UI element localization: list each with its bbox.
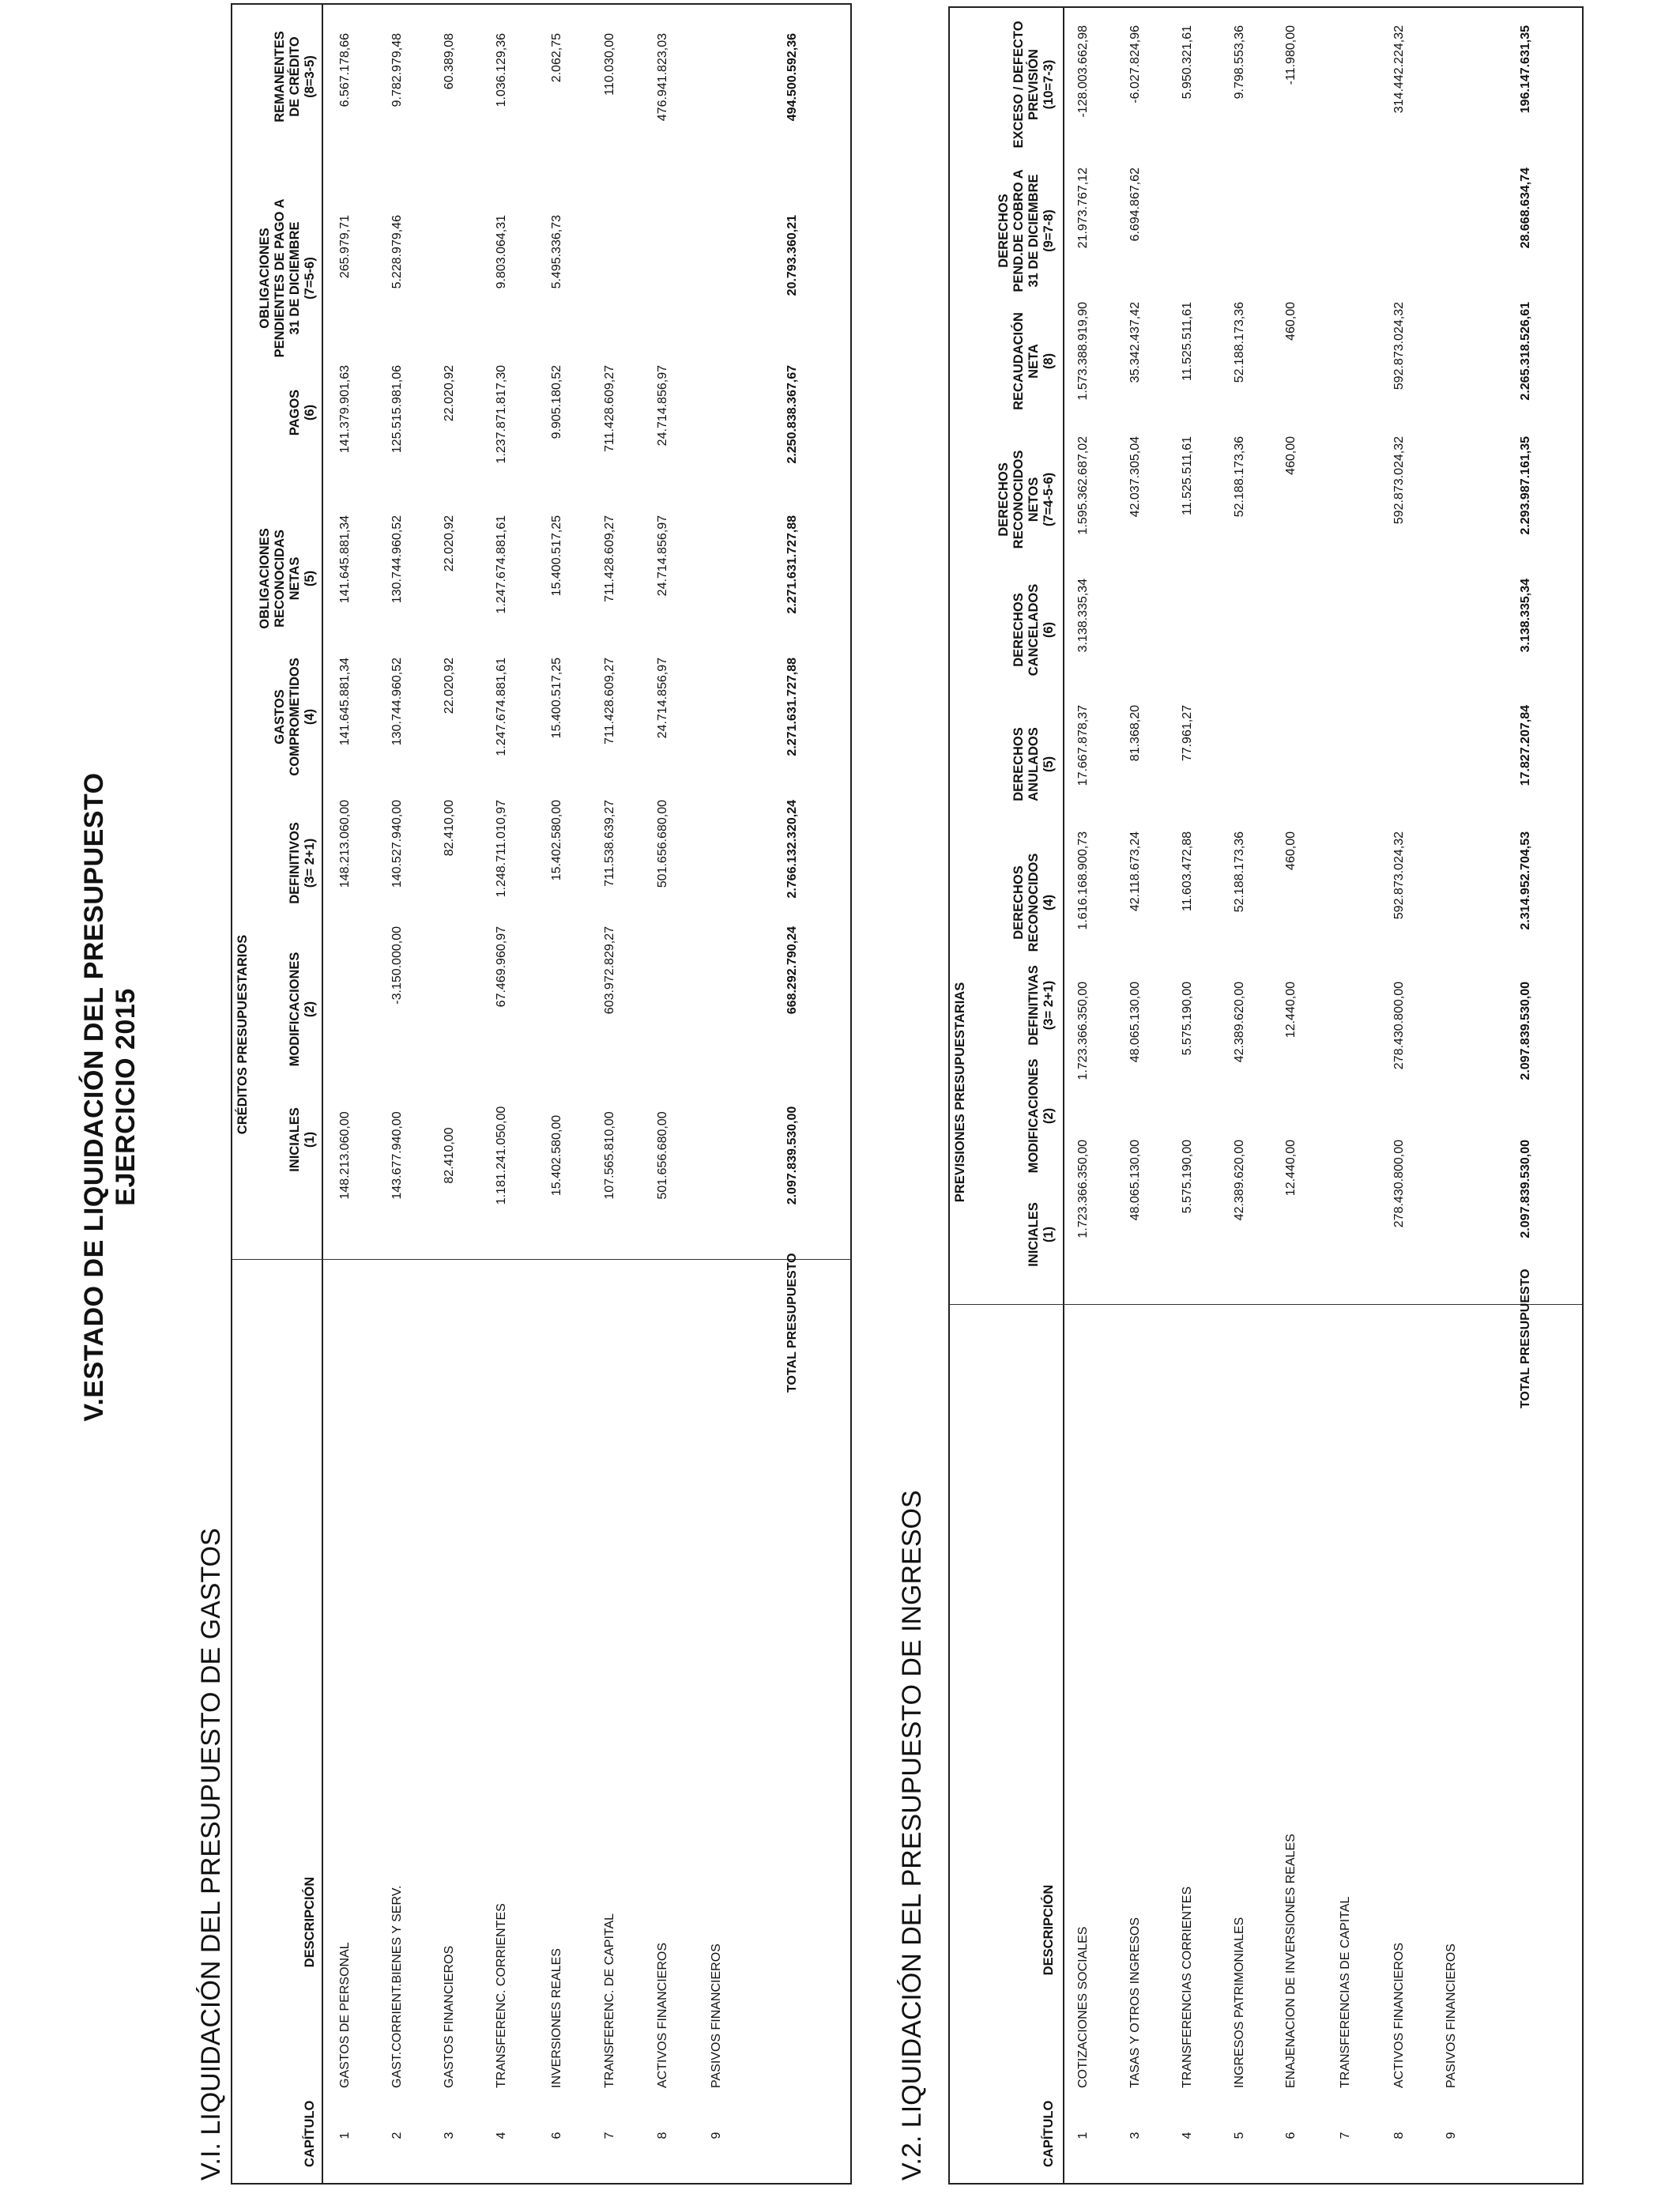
table-row xyxy=(1233,8,1249,2183)
gastos-cell-c3: 711.538.639,27 xyxy=(603,800,616,888)
table-row xyxy=(550,5,566,2183)
ingresos-header-recaudacion-line: (8) xyxy=(1042,352,1056,370)
ingresos-total-c4: 2.314.952.704,53 xyxy=(1519,831,1532,930)
ingresos-cell-cap: 1 xyxy=(1076,2132,1090,2139)
gastos-cell-c4: 141.645.881,34 xyxy=(338,658,352,746)
gastos-total-c5: 2.271.631.727,88 xyxy=(785,515,799,614)
gastos-cell-c3: 1.248.711.010,97 xyxy=(495,800,508,898)
gastos-cell-c3: 140.527.940,00 xyxy=(390,800,404,888)
ingresos-header-reconocidos xyxy=(1011,851,1057,954)
ingresos-cell-c7: 52.188.173,36 xyxy=(1233,436,1246,518)
gastos-cell-c2: 603.972.829,27 xyxy=(603,926,616,1015)
ingresos-cell-c10: 9.798.553,36 xyxy=(1233,25,1246,100)
ingresos-total-row xyxy=(1519,8,1535,2183)
gastos-total-c3: 2.766.132.320,24 xyxy=(785,800,799,899)
ingresos-cell-c4: 460,00 xyxy=(1284,831,1298,870)
gastos-cell-cap: 6 xyxy=(550,2132,563,2139)
ingresos-header-netos-line: (7=4-5-6) xyxy=(1042,472,1056,527)
gastos-header-remanentes-line: (8=3-5) xyxy=(303,55,317,98)
gastos-cell-c5: 22.020,92 xyxy=(443,515,456,572)
ingresos-header-netos-line: DERECHOS xyxy=(996,462,1011,537)
gastos-total-c2: 668.292.790,24 xyxy=(785,926,799,1015)
ingresos-header-iniciales-line: INICIALES xyxy=(1026,1202,1041,1267)
table-row xyxy=(1339,8,1354,2183)
gastos-cell-c6: 9.905.180,52 xyxy=(550,365,563,439)
ingresos-cell-desc: TRANSFERENCIAS CORRIENTES xyxy=(1181,1886,1194,2088)
ingresos-cell-c6: 3.138.335,34 xyxy=(1076,579,1090,653)
ingresos-cell-c3: 42.389.620,00 xyxy=(1233,982,1246,1063)
gastos-header-definitivos xyxy=(288,812,318,914)
gastos-cell-desc: GASTOS DE PERSONAL xyxy=(338,1942,352,2088)
ingresos-cell-c5: 17.667.878,37 xyxy=(1076,705,1090,786)
ingresos-cell-c5: 81.368,20 xyxy=(1128,705,1142,762)
gastos-cell-cap: 9 xyxy=(710,2132,723,2139)
ingresos-header-definitivas-line: DEFINITIVAS xyxy=(1026,965,1041,1046)
ingresos-header-anulados-line: DERECHOS xyxy=(1011,727,1026,801)
gastos-cell-c6: 711.428.609,27 xyxy=(603,365,616,453)
gastos-header-pagos xyxy=(288,381,318,444)
ingresos-cell-desc: PASIVOS FINANCIEROS xyxy=(1445,1943,1458,2088)
ingresos-header-pendientes-line: 31 DE DICIEMBRE xyxy=(1026,174,1041,288)
gastos-total-label: TOTAL PRESUPUESTO xyxy=(785,1253,799,1393)
document-subtitle: EJERCICIO 2015 xyxy=(111,988,141,1206)
ingresos-cell-c8: 1.573.388.919,90 xyxy=(1076,302,1090,401)
gastos-cell-c2: -3.150.000,00 xyxy=(390,926,404,1005)
ingresos-header-definitivas-line: (3= 2+1) xyxy=(1042,980,1056,1031)
ingresos-cell-c7: 460,00 xyxy=(1284,436,1298,475)
gastos-header-comprometidos-line: (4) xyxy=(303,708,317,726)
table-row xyxy=(1284,8,1300,2183)
gastos-header-iniciales-line: (1) xyxy=(303,1131,317,1148)
ingresos-total-c3: 2.097.839.530,00 xyxy=(1519,982,1532,1080)
gastos-header-modificaciones-line: (2) xyxy=(303,1001,317,1018)
table-row xyxy=(603,5,619,2183)
ingresos-header-cancelados-line: DERECHOS xyxy=(1011,593,1026,667)
gastos-cell-desc: TRANSFERENC. CORRIENTES xyxy=(495,1903,508,2088)
gastos-header-pagos-line: PAGOS xyxy=(288,389,302,436)
ingresos-table xyxy=(948,6,1584,2185)
gastos-cell-c4: 711.428.609,27 xyxy=(603,658,616,745)
gastos-cell-c6: 141.379.901,63 xyxy=(338,365,352,454)
table-row xyxy=(1128,8,1144,2183)
gastos-cell-c8: 110.030,00 xyxy=(603,33,616,96)
ingresos-cell-c10: -128.003.662,98 xyxy=(1076,25,1090,118)
ingresos-header-capitulo-line: CAPÍTULO xyxy=(1042,2100,1056,2167)
ingresos-header-recaudacion-line: NETA xyxy=(1026,344,1041,379)
ingresos-header-descripcion-line: DESCRIPCIÓN xyxy=(1042,1884,1056,1976)
ingresos-header-anulados-line: (5) xyxy=(1042,756,1056,773)
ingresos-cell-c5: 77.961,27 xyxy=(1181,705,1194,762)
ingresos-cell-c4: 42.118.673,24 xyxy=(1128,831,1142,912)
gastos-cell-c8: 6.567.178,66 xyxy=(338,33,352,107)
ingresos-cell-desc: ENAJENACION DE INVERSIONES REALES xyxy=(1284,1834,1298,2088)
gastos-cell-c4: 1.247.674.881,61 xyxy=(495,658,508,756)
ingresos-header-cancelados xyxy=(1011,579,1057,681)
gastos-cell-c4: 15.400.517,25 xyxy=(550,658,563,739)
gastos-section-title: V.I. LIQUIDACIÓN DEL PRESUPUESTO DE GASTOS xyxy=(196,1528,226,2181)
ingresos-cell-c9: 6.694.867,62 xyxy=(1128,168,1142,242)
ingresos-header-recaudacion-line: RECAUDACIÓN xyxy=(1011,312,1026,410)
gastos-header-iniciales-line: INICIALES xyxy=(288,1107,302,1172)
ingresos-total-label: TOTAL PRESUPUESTO xyxy=(1519,1269,1532,1408)
ingresos-header-exceso-line: EXCESO / DEFECTO xyxy=(1011,21,1026,149)
ingresos-total-c10: 196.147.631,35 xyxy=(1519,25,1532,114)
gastos-cell-c3: 15.402.580,00 xyxy=(550,800,563,881)
table-row xyxy=(1181,8,1196,2183)
gastos-cell-c5: 1.247.674.881,61 xyxy=(495,515,508,614)
gastos-cell-c1: 82.410,00 xyxy=(443,1127,456,1184)
ingresos-cell-c1: 48.065.130,00 xyxy=(1128,1140,1142,1221)
ingresos-header-netos-line: RECONOCIDOS xyxy=(1011,450,1026,549)
gastos-header-rule xyxy=(322,5,323,2183)
ingresos-cell-c3: 12.440,00 xyxy=(1284,982,1298,1039)
gastos-total-c4: 2.271.631.727,88 xyxy=(785,658,799,756)
gastos-cell-cap: 4 xyxy=(495,2132,508,2139)
ingresos-total-c9: 28.668.634,74 xyxy=(1519,168,1532,249)
gastos-column-divider xyxy=(232,1259,850,1260)
ingresos-header-modificaciones-line: MODIFICACIONES xyxy=(1026,1058,1041,1174)
gastos-total-row xyxy=(785,5,801,2183)
gastos-total-c1: 2.097.839.530,00 xyxy=(785,1106,799,1205)
ingresos-cell-c7: 1.595.362.687,02 xyxy=(1076,436,1090,535)
ingresos-cell-c10: -6.027.824,96 xyxy=(1128,25,1142,104)
gastos-header-remanentes-line: DE CRÉDITO xyxy=(288,36,302,117)
ingresos-cell-c10: 5.950.321,61 xyxy=(1181,25,1194,100)
ingresos-header-pendientes xyxy=(996,160,1057,302)
ingresos-cell-c8: 460,00 xyxy=(1284,302,1298,341)
table-row xyxy=(338,5,354,2183)
ingresos-cell-cap: 3 xyxy=(1128,2132,1142,2139)
gastos-header-obligaciones xyxy=(258,523,318,634)
gastos-cell-c8: 476.941.823,03 xyxy=(656,33,669,122)
ingresos-header-capitulo xyxy=(1042,2100,1057,2167)
gastos-cell-c1: 1.181.241.050,00 xyxy=(495,1106,508,1205)
ingresos-cell-c3: 5.575.190,00 xyxy=(1181,982,1194,1056)
ingresos-header-anulados-line: ANULADOS xyxy=(1026,727,1041,801)
gastos-header-obligaciones-line: OBLIGACIONES xyxy=(258,528,272,629)
ingresos-cell-cap: 4 xyxy=(1181,2132,1194,2139)
ingresos-cell-c8: 52.188.173,36 xyxy=(1233,302,1246,383)
ingresos-cell-cap: 6 xyxy=(1284,2132,1298,2139)
gastos-header-capitulo-line: CAPÍTULO xyxy=(303,2100,317,2167)
gastos-cell-c1: 143.677.940,00 xyxy=(390,1111,404,1200)
gastos-cell-c1: 501.656.680,00 xyxy=(656,1111,669,1200)
gastos-header-obligaciones-line: NETAS xyxy=(288,556,302,601)
gastos-cell-c1: 148.213.060,00 xyxy=(338,1111,352,1200)
gastos-header-pendientes xyxy=(258,191,318,365)
gastos-cell-desc: INVERSIONES REALES xyxy=(550,1948,563,2088)
ingresos-header-pendientes-line: PEND.DE COBRO A xyxy=(1011,169,1026,292)
gastos-cell-c7: 265.979,71 xyxy=(338,215,352,279)
table-row xyxy=(656,5,672,2183)
ingresos-total-c1: 2.097.839.530,00 xyxy=(1519,1140,1532,1238)
gastos-header-descripcion xyxy=(303,1851,318,1993)
ingresos-cell-cap: 7 xyxy=(1339,2132,1352,2139)
gastos-cell-c6: 125.515.981,06 xyxy=(390,365,404,454)
gastos-group-header: CRÉDITOS PRESUPUESTARIOS xyxy=(235,934,250,1135)
ingresos-header-exceso-line: (10=7-3) xyxy=(1042,59,1056,110)
table-row xyxy=(390,5,406,2183)
gastos-cell-desc: TRANSFERENC. DE CAPITAL xyxy=(603,1913,616,2088)
gastos-header-definitivos-line: DEFINITIVOS xyxy=(288,822,302,904)
gastos-cell-c4: 24.714.856,97 xyxy=(656,658,669,739)
ingresos-header-modificaciones xyxy=(1026,1053,1057,1179)
gastos-header-iniciales xyxy=(288,1100,318,1179)
gastos-cell-cap: 8 xyxy=(656,2132,669,2139)
gastos-header-pendientes-line: PENDIENTES DE PAGO A xyxy=(273,198,287,358)
gastos-cell-c6: 24.714.856,97 xyxy=(656,365,669,447)
ingresos-cell-c1: 12.440,00 xyxy=(1284,1140,1298,1197)
gastos-cell-desc: PASIVOS FINANCIEROS xyxy=(710,1943,723,2088)
gastos-header-pendientes-line: 31 DE DICIEMBRE xyxy=(288,221,302,335)
gastos-cell-c7: 9.803.064,31 xyxy=(495,215,508,289)
gastos-header-definitivos-line: (3= 2+1) xyxy=(303,838,317,888)
table-row xyxy=(443,5,458,2183)
gastos-header-capitulo xyxy=(303,2100,318,2167)
ingresos-cell-c1: 278.430.800,00 xyxy=(1392,1140,1406,1228)
ingresos-header-netos xyxy=(996,444,1057,555)
ingresos-cell-desc: TRANSFERENCIAS DE CAPITAL xyxy=(1339,1896,1352,2088)
ingresos-header-cancelados-line: (6) xyxy=(1042,621,1056,639)
ingresos-cell-cap: 9 xyxy=(1445,2132,1458,2139)
ingresos-header-recaudacion xyxy=(1011,310,1057,413)
ingresos-cell-c8: 35.342.437,42 xyxy=(1128,302,1142,383)
gastos-cell-c7: 5.228.979,46 xyxy=(390,215,404,289)
table-row xyxy=(710,5,725,2183)
gastos-cell-c6: 1.237.871.817,30 xyxy=(495,365,508,464)
gastos-cell-c8: 60.389,08 xyxy=(443,33,456,90)
ingresos-cell-c7: 592.873.024,32 xyxy=(1392,436,1406,525)
gastos-total-c7: 20.793.360,21 xyxy=(785,215,799,296)
gastos-cell-c8: 9.782.979,48 xyxy=(390,33,404,107)
ingresos-header-reconocidos-line: RECONOCIDOS xyxy=(1026,853,1041,952)
gastos-cell-c6: 22.020,92 xyxy=(443,365,456,422)
gastos-header-descripcion-line: DESCRIPCIÓN xyxy=(303,1876,317,1968)
gastos-header-modificaciones xyxy=(288,942,318,1076)
ingresos-cell-c1: 42.389.620,00 xyxy=(1233,1140,1246,1221)
gastos-cell-c4: 130.744.960,52 xyxy=(390,658,404,746)
gastos-header-comprometidos-line: GASTOS xyxy=(273,689,287,745)
ingresos-header-exceso-line: PREVISIÓN xyxy=(1026,49,1041,120)
ingresos-cell-cap: 5 xyxy=(1233,2132,1246,2139)
gastos-cell-c5: 24.714.856,97 xyxy=(656,515,669,597)
document-title: V.ESTADO DE LIQUIDACIÓN DEL PRESUPUESTO xyxy=(79,772,109,1422)
gastos-header-modificaciones-line: MODIFICACIONES xyxy=(288,952,302,1067)
gastos-header-comprometidos xyxy=(273,658,318,776)
ingresos-cell-c3: 1.723.366.350,00 xyxy=(1076,982,1090,1080)
ingresos-header-exceso xyxy=(1011,17,1057,152)
gastos-table xyxy=(231,3,852,2185)
gastos-cell-c3: 82.410,00 xyxy=(443,800,456,857)
gastos-header-pendientes-line: OBLIGACIONES xyxy=(258,228,272,329)
gastos-cell-c4: 22.020,92 xyxy=(443,658,456,714)
ingresos-header-descripcion xyxy=(1042,1859,1057,2001)
gastos-cell-c5: 711.428.609,27 xyxy=(603,515,616,603)
ingresos-total-c8: 2.265.318.526,61 xyxy=(1519,302,1532,401)
gastos-header-remanentes xyxy=(273,25,318,128)
ingresos-cell-c1: 5.575.190,00 xyxy=(1181,1140,1194,1214)
gastos-cell-c1: 107.565.810,00 xyxy=(603,1111,616,1200)
gastos-total-c6: 2.250.838.367,67 xyxy=(785,365,799,464)
gastos-header-obligaciones-line: RECONOCIDAS xyxy=(273,530,287,628)
ingresos-cell-c8: 11.525.511,61 xyxy=(1181,302,1194,381)
gastos-cell-c7: 5.495.336,73 xyxy=(550,215,563,289)
ingresos-cell-c4: 52.188.173,36 xyxy=(1233,831,1246,913)
ingresos-cell-c7: 42.037.305,04 xyxy=(1128,436,1142,518)
table-row xyxy=(1392,8,1408,2183)
gastos-header-remanentes-line: REMANENTES xyxy=(273,31,287,123)
ingresos-cell-c10: 314.442.224,32 xyxy=(1392,25,1406,114)
gastos-header-pagos-line: (6) xyxy=(303,404,317,421)
gastos-cell-desc: GAST.CORRIENT.BIENES Y SERV. xyxy=(390,1885,404,2088)
table-row xyxy=(1445,8,1460,2183)
gastos-cell-c5: 130.744.960,52 xyxy=(390,515,404,604)
gastos-cell-desc: ACTIVOS FINANCIEROS xyxy=(656,1942,669,2088)
ingresos-header-pendientes-line: DERECHOS xyxy=(996,194,1011,268)
gastos-cell-c2: 67.469.960,97 xyxy=(495,926,508,1008)
gastos-header-pendientes-line: (7=5-6) xyxy=(303,257,317,300)
ingresos-group-header: PREVISIONES PRESUPUESTARIAS xyxy=(953,982,967,1203)
ingresos-cell-c4: 11.603.472,88 xyxy=(1181,831,1194,912)
gastos-total-c8: 494.500.592,36 xyxy=(785,33,799,122)
ingresos-cell-c4: 592.873.024,32 xyxy=(1392,831,1406,920)
gastos-cell-c3: 501.656.680,00 xyxy=(656,800,669,888)
gastos-cell-cap: 3 xyxy=(443,2132,456,2139)
ingresos-header-cancelados-line: CANCELADOS xyxy=(1026,583,1041,677)
gastos-header-obligaciones-line: (5) xyxy=(303,570,317,587)
table-row xyxy=(495,5,510,2183)
ingresos-header-pendientes-line: (9=7-8) xyxy=(1042,209,1056,252)
ingresos-column-divider xyxy=(950,1304,1582,1305)
gastos-cell-c8: 1.036.129,36 xyxy=(495,33,508,107)
ingresos-total-c7: 2.293.987.161,35 xyxy=(1519,436,1532,535)
ingresos-cell-cap: 8 xyxy=(1392,2132,1406,2139)
ingresos-cell-c7: 11.525.511,61 xyxy=(1181,436,1194,515)
ingresos-cell-desc: INGRESOS PATRIMONIALES xyxy=(1233,1917,1246,2088)
ingresos-total-c5: 17.827.207,84 xyxy=(1519,705,1532,786)
gastos-cell-c1: 15.402.580,00 xyxy=(550,1114,563,1197)
gastos-header-comprometidos-line: COMPROMETIDOS xyxy=(288,658,302,776)
gastos-cell-cap: 1 xyxy=(338,2132,352,2139)
ingresos-header-rule xyxy=(1063,8,1064,2183)
gastos-cell-c5: 141.645.881,34 xyxy=(338,515,352,604)
ingresos-header-anulados xyxy=(1011,721,1057,808)
ingresos-cell-c1: 1.723.366.350,00 xyxy=(1076,1140,1090,1238)
ingresos-cell-c3: 48.065.130,00 xyxy=(1128,982,1142,1063)
gastos-cell-cap: 7 xyxy=(603,2132,616,2139)
ingresos-header-definitivas xyxy=(1026,958,1057,1053)
ingresos-header-netos-line: NETOS xyxy=(1026,477,1041,522)
ingresos-section-title: V.2. LIQUIDACIÓN DEL PRESUPUESTO DE INGRESOS xyxy=(897,1490,927,2181)
ingresos-cell-c10: -11.980,00 xyxy=(1284,25,1298,85)
ingresos-cell-desc: COTIZACIONES SOCIALES xyxy=(1076,1926,1090,2088)
gastos-cell-cap: 2 xyxy=(390,2132,404,2139)
ingresos-cell-desc: ACTIVOS FINANCIEROS xyxy=(1392,1942,1406,2088)
ingresos-header-iniciales xyxy=(1026,1195,1057,1274)
ingresos-cell-c4: 1.616.168.900,73 xyxy=(1076,831,1090,930)
gastos-cell-c5: 15.400.517,25 xyxy=(550,515,563,597)
ingresos-header-reconocidos-line: (4) xyxy=(1042,894,1056,911)
ingresos-cell-c3: 278.430.800,00 xyxy=(1392,982,1406,1070)
gastos-cell-c3: 148.213.060,00 xyxy=(338,800,352,888)
table-row xyxy=(1076,8,1092,2183)
ingresos-header-iniciales-line: (1) xyxy=(1042,1226,1056,1243)
ingresos-cell-c9: 21.973.767,12 xyxy=(1076,168,1090,249)
ingresos-cell-desc: TASAS Y OTROS INGRESOS xyxy=(1128,1917,1142,2088)
gastos-cell-c8: 2.062,75 xyxy=(550,33,563,83)
ingresos-total-c6: 3.138.335,34 xyxy=(1519,579,1532,653)
gastos-cell-desc: GASTOS FINANCIEROS xyxy=(443,1945,456,2088)
ingresos-header-modificaciones-line: (2) xyxy=(1042,1107,1056,1125)
ingresos-cell-c8: 592.873.024,32 xyxy=(1392,302,1406,390)
ingresos-header-reconocidos-line: DERECHOS xyxy=(1011,865,1026,940)
